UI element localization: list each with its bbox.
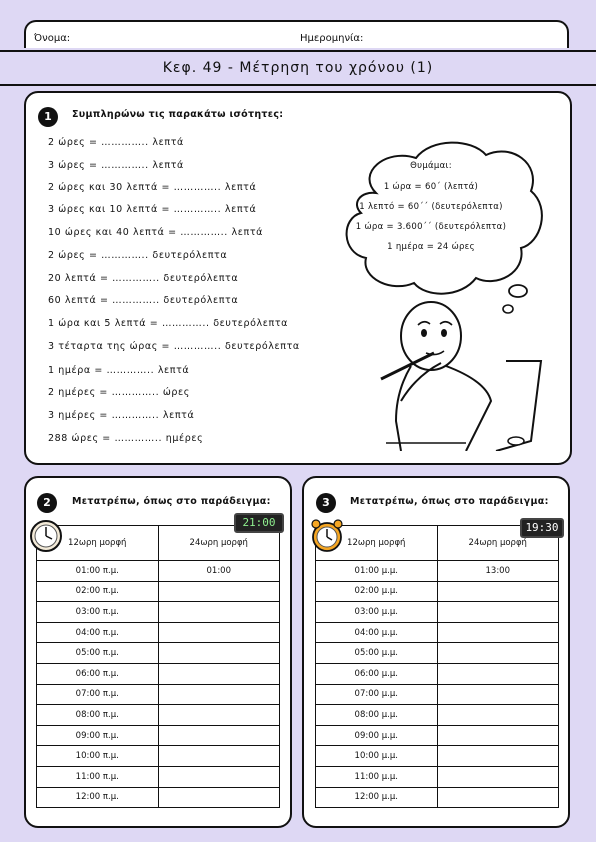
time-12h-cell: 01:00 π.μ.: [37, 561, 159, 582]
time-24h-answer-cell[interactable]: [158, 663, 280, 684]
table-row: [37, 663, 280, 684]
time-24h-answer-cell[interactable]: [158, 622, 280, 643]
analog-clock-icon: [28, 518, 64, 554]
student-info-box: [24, 20, 569, 48]
equation-line: 1 ημέρα = ………….. λεπτά: [48, 365, 190, 376]
table-row: [316, 766, 559, 787]
remember-line: 1 ημέρα = 24 ώρες: [387, 242, 475, 252]
equation-line: 3 ώρες και 10 λεπτά = ………….. λεπτά: [48, 204, 257, 215]
table-row: [316, 787, 559, 808]
equation-line: 3 τέταρτα της ώρας = ………….. δευτερόλεπτα: [48, 341, 300, 352]
table-row: [37, 705, 280, 726]
time-12h-cell: 06:00 π.μ.: [37, 663, 159, 684]
time-24h-answer-cell[interactable]: [158, 787, 280, 808]
thinking-figure-icon: [356, 291, 556, 451]
exercise-2-panel: [24, 476, 292, 828]
remember-title: Θυμάμαι:: [410, 161, 452, 171]
time-12h-cell: 04:00 π.μ.: [37, 622, 159, 643]
exercise-1-number: 1: [38, 107, 58, 127]
time-12h-cell: 10:00 μ.μ.: [316, 746, 438, 767]
time-24h-answer-cell[interactable]: [437, 581, 559, 602]
time-24h-answer-cell[interactable]: [437, 725, 559, 746]
remember-line: 1 λεπτό = 60΄΄ (δευτερόλεπτα): [359, 202, 503, 212]
exercise-3-instruction: Μετατρέπω, όπως στο παράδειγμα:: [350, 496, 549, 507]
time-24h-answer-cell[interactable]: [158, 725, 280, 746]
exercise-3-number: 3: [316, 493, 336, 513]
column-header-12h: 12ωρη μορφή: [37, 526, 159, 561]
table-row: [316, 663, 559, 684]
equation-line: 10 ώρες και 40 λεπτά = ………….. λεπτά: [48, 227, 264, 238]
table-row: [37, 766, 280, 787]
remember-line: 1 ώρα = 60΄ (λεπτά): [383, 182, 479, 192]
table-row: [316, 561, 559, 582]
equation-line: 2 ώρες = ………….. δευτερόλεπτα: [48, 250, 228, 261]
time-12h-cell: 12:00 μ.μ.: [316, 787, 438, 808]
table-row: [37, 602, 280, 623]
table-row: [316, 725, 559, 746]
table-row: [37, 746, 280, 767]
table-row: [37, 787, 280, 808]
time-12h-cell: 02:00 π.μ.: [37, 581, 159, 602]
exercise-2-instruction: Μετατρέπω, όπως στο παράδειγμα:: [72, 496, 271, 507]
table-row: [37, 643, 280, 664]
name-label: Όνομα:: [34, 33, 71, 44]
time-12h-cell: 06:00 μ.μ.: [316, 663, 438, 684]
conversion-table-pm: [315, 525, 559, 808]
equation-line: 3 ημέρες = ………….. λεπτά: [48, 410, 195, 421]
time-12h-cell: 09:00 μ.μ.: [316, 725, 438, 746]
time-12h-cell: 08:00 π.μ.: [37, 705, 159, 726]
time-12h-cell: 05:00 μ.μ.: [316, 643, 438, 664]
table-row: [316, 705, 559, 726]
time-12h-cell: 11:00 π.μ.: [37, 766, 159, 787]
column-header-12h: 12ωρη μορφή: [316, 526, 438, 561]
date-label: Ημερομηνία:: [300, 33, 364, 44]
time-12h-cell: 07:00 π.μ.: [37, 684, 159, 705]
exercise-2-number: 2: [37, 493, 57, 513]
equation-line: 2 ώρες = ………….. λεπτά: [48, 137, 184, 148]
table-row: [316, 622, 559, 643]
equation-line: 3 ώρες = ………….. λεπτά: [48, 160, 184, 171]
column-header-24h: 24ωρη μορφή: [158, 526, 280, 561]
table-row: [316, 602, 559, 623]
exercise-1-panel: [24, 91, 572, 465]
time-24h-answer-cell[interactable]: [437, 705, 559, 726]
time-24h-answer-cell[interactable]: 13:00: [437, 561, 559, 582]
time-24h-answer-cell[interactable]: [437, 746, 559, 767]
page-title: Κεφ. 49 - Μέτρηση του χρόνου (1): [0, 50, 596, 86]
table-row: [316, 746, 559, 767]
time-12h-cell: 02:00 μ.μ.: [316, 581, 438, 602]
time-24h-answer-cell[interactable]: [158, 746, 280, 767]
time-24h-answer-cell[interactable]: [437, 766, 559, 787]
table-row: [37, 622, 280, 643]
alarm-clock-icon: [310, 518, 344, 554]
time-12h-cell: 09:00 π.μ.: [37, 725, 159, 746]
equation-line: 1 ώρα και 5 λεπτά = ………….. δευτερόλεπτα: [48, 318, 289, 329]
table-row: [316, 643, 559, 664]
table-row: [37, 581, 280, 602]
time-24h-answer-cell[interactable]: [437, 787, 559, 808]
equation-line: 2 ώρες και 30 λεπτά = ………….. λεπτά: [48, 182, 257, 193]
time-24h-answer-cell[interactable]: [158, 766, 280, 787]
table-row: [37, 561, 280, 582]
column-header-24h: 24ωρη μορφή: [437, 526, 559, 561]
exercise-3-panel: [302, 476, 570, 828]
time-24h-answer-cell[interactable]: [437, 602, 559, 623]
equation-line: 60 λεπτά = ………….. δευτερόλεπτα: [48, 295, 239, 306]
equation-line: 288 ώρες = ………….. ημέρες: [48, 433, 204, 444]
time-24h-answer-cell[interactable]: [158, 581, 280, 602]
table-row: [316, 684, 559, 705]
time-12h-cell: 10:00 π.μ.: [37, 746, 159, 767]
table-row: [316, 581, 559, 602]
time-12h-cell: 05:00 π.μ.: [37, 643, 159, 664]
exercise-1-instruction: Συμπληρώνω τις παρακάτω ισότητες:: [72, 109, 284, 120]
equation-line: 20 λεπτά = ………….. δευτερόλεπτα: [48, 273, 239, 284]
conversion-table-am: [36, 525, 280, 808]
time-24h-answer-cell[interactable]: [437, 622, 559, 643]
time-24h-answer-cell[interactable]: [158, 705, 280, 726]
time-24h-answer-cell[interactable]: [158, 602, 280, 623]
time-24h-answer-cell[interactable]: 01:00: [158, 561, 280, 582]
time-24h-answer-cell[interactable]: [158, 643, 280, 664]
time-24h-answer-cell[interactable]: [437, 684, 559, 705]
time-12h-cell: 04:00 μ.μ.: [316, 622, 438, 643]
equation-line: 2 ημέρες = ………….. ώρες: [48, 387, 190, 398]
time-12h-cell: 01:00 μ.μ.: [316, 561, 438, 582]
time-12h-cell: 12:00 π.μ.: [37, 787, 159, 808]
time-12h-cell: 03:00 μ.μ.: [316, 602, 438, 623]
time-12h-cell: 07:00 μ.μ.: [316, 684, 438, 705]
time-12h-cell: 11:00 μ.μ.: [316, 766, 438, 787]
digital-clock-display: 19:30: [520, 518, 564, 538]
time-12h-cell: 08:00 μ.μ.: [316, 705, 438, 726]
digital-clock-display: 21:00: [234, 513, 284, 533]
time-24h-answer-cell[interactable]: [437, 663, 559, 684]
time-24h-answer-cell[interactable]: [158, 684, 280, 705]
remember-line: 1 ώρα = 3.600΄΄ (δευτερόλεπτα): [355, 222, 507, 232]
time-24h-answer-cell[interactable]: [437, 643, 559, 664]
time-12h-cell: 03:00 π.μ.: [37, 602, 159, 623]
table-row: [37, 684, 280, 705]
table-row: [37, 725, 280, 746]
